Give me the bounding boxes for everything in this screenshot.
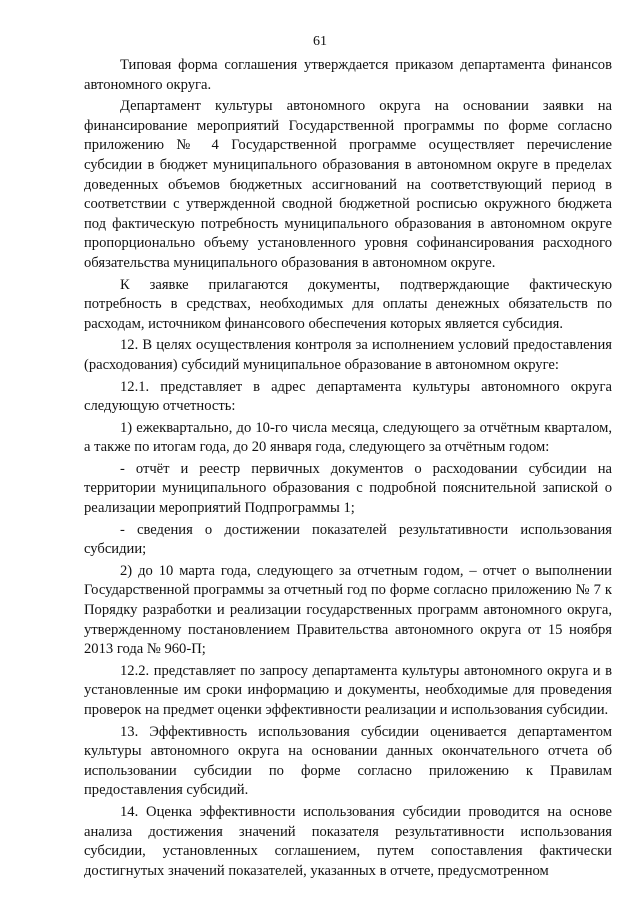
paragraph-annual-report: 2) до 10 марта года, следующего за отчетным годом, – отчет о выполнении Государственной программы за отчетный год по форме согласно приложению № 7 к Порядку разработки и реализации государственных программ автономного округа, утвержденному постановлением Правительства автономного округа от 15 ноября 2013 года № 960-П; [84, 562, 612, 658]
paragraph-performance-indicators: - сведения о достижении показателей результативности использования субсидии; [84, 521, 612, 558]
paragraph-subsidy-transfer: Департамент культуры автономного округа на основании заявки на финансирование мероприятий Государственной программы по форме согласно приложению № 4 Государственной программе осуществляет перечисление субсидии в бюджет муниципального образования в автономном округе в пределах доведенных объемов бюджетных ассигнований на соответствующий период в соответствии с утвержденной сводной бюджетной росписью окружного бюджета под фактическую потребность муниципального образования в автономном округе пропорционально объему установленного уровня софинансирования расходного обязательства муниципального образования в автономном округе. [84, 98, 612, 271]
paragraph-item-12-1: 12.1. представляет в адрес департамента культуры автономного округа следующую отчетность: [84, 378, 612, 415]
document-body [84, 56, 612, 883]
paragraph-attached-documents: К заявке прилагаются документы, подтверждающие фактическую потребность в средствах, необходимых для оплаты денежных обязательств по расходам, источником финансового обеспечения которых является субсидия. [84, 276, 612, 332]
paragraph-item-13: 13. Эффективность использования субсидии оценивается департаментом культуры автономного округа на основании данных окончательного отчета об использовании субсидии по форме согласно приложению к Правилам предоставления субсидий. [84, 723, 612, 799]
page-number: 61 [313, 34, 327, 49]
paragraph-quarterly-reporting: 1) ежеквартально, до 10-го числа месяца, следующего за отчётным кварталом, а также по итогам года, до 20 января года, следующего за отчётным годом: [84, 419, 612, 456]
paragraph-item-14: 14. Оценка эффективности использования субсидии проводится на основе анализа достижения значений показателя результативности использования субсидии, установленных соглашением, путем сопоставления фактически достигнутых значений показателей, указанных в отчете, предусмотренном [84, 803, 612, 879]
paragraph-item-12: 12. В целях осуществления контроля за исполнением условий предоставления (расходования) субсидий муниципальное образование в автономном округе: [84, 337, 612, 373]
paragraph-form-approval: Типовая форма соглашения утверждается приказом департамента финансов автономного округа. [84, 57, 612, 93]
paragraph-report-registry: - отчёт и реестр первичных документов о расходовании субсидии на территории муниципального образования с подробной пояснительной запиской о реализации мероприятий Подпрограммы 1; [84, 460, 612, 517]
paragraph-item-12-2: 12.2. представляет по запросу департамента культуры автономного округа и в установленные им сроки информацию и документы, необходимые для проведения проверок на предмет оценки эффективности реализации и использования субсидии. [84, 662, 612, 718]
